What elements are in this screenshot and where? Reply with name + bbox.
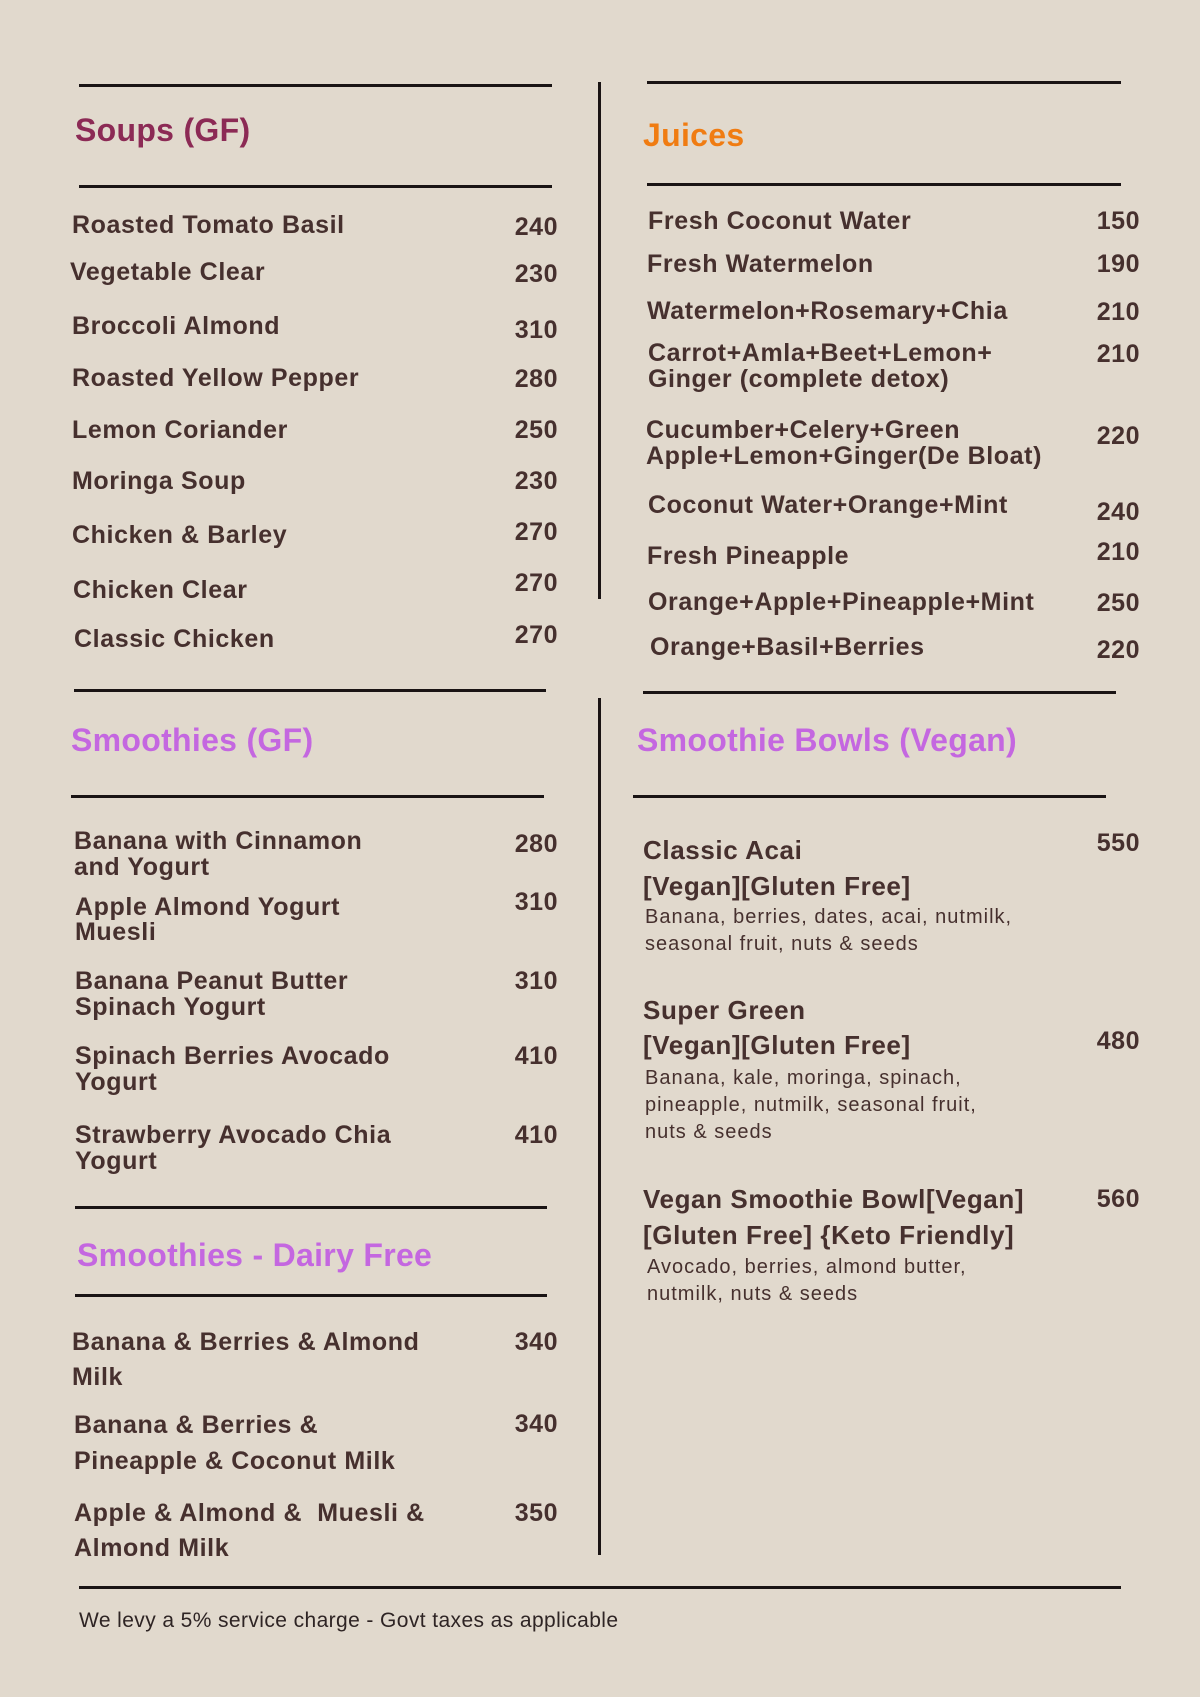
menu-item-name: Vegetable Clear: [70, 258, 266, 286]
menu-item-name: Banana Peanut Butter: [75, 967, 349, 995]
menu-item-price: 280: [514, 365, 558, 393]
menu-item-name: Strawberry Avocado Chia: [75, 1121, 392, 1149]
menu-item-price: 240: [1096, 498, 1140, 526]
menu-item-name: Coconut Water+Orange+Mint: [648, 491, 1008, 519]
footer-note: We levy a 5% service charge - Govt taxes as applicable: [79, 1609, 619, 1632]
divider: [71, 795, 544, 798]
divider: [79, 185, 552, 188]
menu-item-price: 150: [1096, 207, 1140, 235]
section-title-smoothies-df: Smoothies - Dairy Free: [77, 1237, 433, 1273]
menu-item-name: Chicken Clear: [73, 576, 248, 604]
menu-item-name: Banana & Berries & Almond: [72, 1328, 420, 1356]
menu-item-name: Almond Milk: [74, 1534, 230, 1562]
menu-item-name: Lemon Coriander: [72, 416, 288, 444]
menu-item-price: 270: [514, 518, 558, 546]
menu-item-name: Apple & Almond & Muesli &: [74, 1499, 425, 1527]
bowl-description: Avocado, berries, almond butter,: [647, 1256, 967, 1278]
bowl-price: 560: [1096, 1185, 1140, 1213]
menu-item-name: Muesli: [75, 918, 157, 946]
menu-item-price: 220: [1096, 422, 1140, 450]
menu-item-name: Apple Almond Yogurt: [75, 893, 341, 921]
divider: [647, 183, 1121, 186]
menu-item-name: Roasted Tomato Basil: [72, 211, 345, 239]
bowl-name: Vegan Smoothie Bowl[Vegan]: [643, 1184, 1025, 1214]
bowl-description: Banana, berries, dates, acai, nutmilk,: [645, 906, 1013, 928]
menu-item-price: 240: [514, 213, 558, 241]
menu-item-price: 250: [514, 416, 558, 444]
menu-item-name: Roasted Yellow Pepper: [72, 364, 360, 392]
menu-item-name: Apple+Lemon+Ginger(De Bloat): [646, 442, 1043, 470]
menu-item-price: 340: [514, 1410, 558, 1438]
menu-item-name: Carrot+Amla+Beet+Lemon+: [648, 339, 993, 367]
column-divider-top: [598, 82, 601, 599]
menu-item-price: 250: [1096, 589, 1140, 617]
menu-item-name: Yogurt: [75, 1147, 158, 1175]
divider: [647, 81, 1121, 84]
menu-item-name: Fresh Pineapple: [647, 542, 850, 570]
section-title-juices: Juices: [643, 117, 745, 153]
menu-item-price: 350: [514, 1499, 558, 1527]
menu-item-name: Classic Chicken: [74, 625, 275, 653]
menu-item-name: Broccoli Almond: [72, 312, 281, 340]
menu-item-price: 280: [514, 830, 558, 858]
menu-item-name: Milk: [72, 1363, 124, 1391]
menu-item-price: 190: [1096, 250, 1140, 278]
section-title-smoothies-gf: Smoothies (GF): [71, 722, 314, 758]
bowl-tags: [Gluten Free] {Keto Friendly]: [643, 1220, 1015, 1250]
menu-item-name: and Yogurt: [74, 853, 210, 881]
menu-item-price: 210: [1096, 298, 1140, 326]
menu-item-name: Fresh Watermelon: [647, 250, 874, 278]
menu-item-name: Yogurt: [75, 1068, 158, 1096]
menu-item-name: Banana with Cinnamon: [74, 827, 363, 855]
menu-item-name: Banana & Berries &: [74, 1411, 319, 1439]
footer-divider: [79, 1586, 1121, 1589]
bowl-description: Banana, kale, moringa, spinach,: [645, 1067, 962, 1089]
menu-item-price: 220: [1096, 636, 1140, 664]
menu-item-name: Spinach Yogurt: [75, 993, 266, 1021]
divider: [74, 689, 546, 692]
bowl-tags: [Vegan][Gluten Free]: [643, 1030, 911, 1060]
menu-item-name: Ginger (complete detox): [648, 365, 950, 393]
bowl-name: Classic Acai: [643, 835, 803, 865]
section-title-smoothie-bowls: Smoothie Bowls (Vegan): [637, 722, 1017, 758]
menu-item-name: Fresh Coconut Water: [648, 207, 912, 235]
menu-item-name: Cucumber+Celery+Green: [646, 416, 961, 444]
menu-item-price: 310: [514, 316, 558, 344]
section-title-soups: Soups (GF): [75, 112, 251, 148]
menu-item-price: 340: [514, 1328, 558, 1356]
menu-item-name: Moringa Soup: [72, 467, 246, 495]
menu-item-price: 270: [514, 621, 558, 649]
menu-item-price: 410: [514, 1042, 558, 1070]
column-divider-bottom: [598, 698, 601, 1555]
menu-item-name: Orange+Basil+Berries: [650, 633, 925, 661]
menu-item-price: 270: [514, 569, 558, 597]
bowl-price: 550: [1096, 829, 1140, 857]
divider: [643, 691, 1116, 694]
menu-item-name: Orange+Apple+Pineapple+Mint: [648, 588, 1035, 616]
bowl-name: Super Green: [643, 995, 806, 1025]
menu-item-price: 310: [514, 967, 558, 995]
bowl-description: nutmilk, nuts & seeds: [647, 1283, 859, 1305]
bowl-tags: [Vegan][Gluten Free]: [643, 871, 911, 901]
menu-item-price: 230: [514, 260, 558, 288]
bowl-description: nuts & seeds: [645, 1121, 773, 1143]
menu-item-name: Watermelon+Rosemary+Chia: [647, 297, 1008, 325]
menu-item-name: Pineapple & Coconut Milk: [74, 1447, 396, 1475]
bowl-price: 480: [1096, 1027, 1140, 1055]
menu-item-price: 230: [514, 467, 558, 495]
menu-item-price: 310: [514, 888, 558, 916]
menu-item-name: Spinach Berries Avocado: [75, 1042, 390, 1070]
bowl-description: seasonal fruit, nuts & seeds: [645, 933, 919, 955]
divider: [75, 1206, 547, 1209]
divider: [633, 795, 1106, 798]
menu-item-name: Chicken & Barley: [72, 521, 288, 549]
divider: [75, 1294, 547, 1297]
menu-item-price: 210: [1096, 340, 1140, 368]
divider: [79, 84, 552, 87]
bowl-description: pineapple, nutmilk, seasonal fruit,: [645, 1094, 977, 1116]
menu-item-price: 410: [514, 1121, 558, 1149]
menu-item-price: 210: [1096, 538, 1140, 566]
